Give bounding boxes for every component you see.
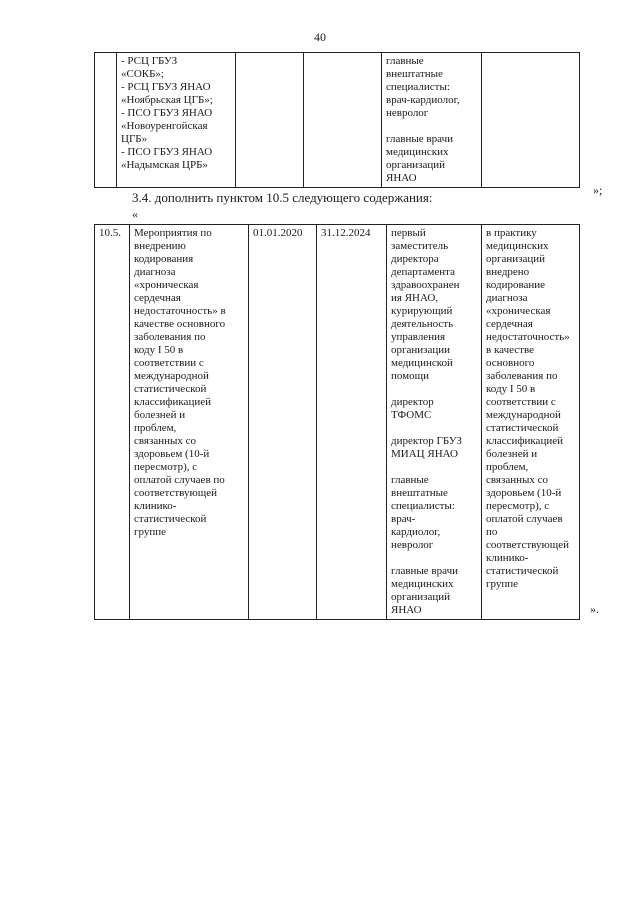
text-line: недостаточность» bbox=[486, 331, 570, 343]
text-line: медицинских bbox=[386, 146, 449, 158]
text-line: «Новоуренгойская bbox=[121, 120, 208, 132]
cell-number: 10.5. bbox=[95, 225, 130, 620]
text-line: группе bbox=[134, 526, 167, 538]
text-line: коду I 50 в bbox=[134, 344, 184, 356]
text-line: классификацией bbox=[134, 396, 211, 408]
text-line: кодирования bbox=[134, 253, 194, 265]
text-line: клинико- bbox=[486, 552, 529, 564]
text-line: специалисты: bbox=[386, 81, 450, 93]
text-line: «СОКБ»; bbox=[121, 68, 164, 80]
text-line: ЯНАО bbox=[391, 604, 422, 616]
text-line: Мероприятия по bbox=[134, 227, 212, 239]
text-line: проблем, bbox=[134, 422, 177, 434]
text-line: сердечная bbox=[134, 292, 181, 304]
cell-empty bbox=[482, 53, 580, 188]
opening-quote: « bbox=[132, 207, 138, 221]
text-line: внештатные bbox=[386, 68, 443, 80]
text-line: связанных со bbox=[486, 474, 549, 486]
text-line: департамента bbox=[391, 266, 455, 278]
cell-responsible bbox=[382, 53, 482, 188]
text-line: статистической bbox=[134, 513, 207, 525]
text-line: МИАЦ ЯНАО bbox=[391, 448, 458, 460]
text-line: в практику bbox=[486, 227, 537, 239]
text-line: клинико- bbox=[134, 500, 177, 512]
text-line: диагноза bbox=[486, 292, 528, 304]
text-line: - ПСО ГБУЗ ЯНАО bbox=[121, 107, 213, 119]
text-line: здоровьем (10-й bbox=[134, 448, 210, 460]
text-line: первый bbox=[391, 227, 426, 239]
closing-quote: ». bbox=[590, 602, 599, 616]
text-line: врач-кардиолог, bbox=[386, 94, 460, 106]
section-heading: 3.4. дополнить пунктом 10.5 следующего содержания: bbox=[132, 190, 433, 205]
text-line: организаций bbox=[386, 159, 446, 171]
cell-empty bbox=[236, 53, 304, 188]
responsible-tfoms bbox=[391, 396, 477, 422]
text-line: группе bbox=[486, 578, 519, 590]
text-line: ЦГБ» bbox=[121, 133, 148, 145]
responsible-miac bbox=[391, 435, 477, 461]
text-line: «Ноябрьская ЦГБ»; bbox=[121, 94, 213, 106]
text-line: международной bbox=[134, 370, 209, 382]
text-line: кардиолог, bbox=[391, 526, 441, 538]
text-line: классификацией bbox=[486, 435, 563, 447]
page-number: 40 bbox=[314, 30, 326, 44]
text-line: статистической bbox=[486, 422, 559, 434]
text-line: коду I 50 в bbox=[486, 383, 536, 395]
text-line: врач- bbox=[391, 513, 416, 525]
text-line: «Надымская ЦРБ» bbox=[121, 159, 208, 171]
text-line: директор ГБУЗ bbox=[391, 435, 462, 447]
text-line: медицинских bbox=[391, 578, 454, 590]
responsible-head-doctors bbox=[386, 133, 477, 185]
text-line: соответствующей bbox=[134, 487, 217, 499]
text-line: оплатой случаев по bbox=[134, 474, 225, 486]
text-line: главные врачи bbox=[391, 565, 458, 577]
responsible-specialists bbox=[386, 55, 477, 120]
text-line: невролог bbox=[391, 539, 434, 551]
text-line: медицинской bbox=[391, 357, 453, 369]
text-line: заболевания по bbox=[486, 370, 558, 382]
text-line: - РСЦ ГБУЗ bbox=[121, 55, 178, 67]
cell-activity bbox=[130, 225, 249, 620]
text-line: специалисты: bbox=[391, 500, 455, 512]
responsible-head-doctors bbox=[391, 565, 477, 617]
text-line: статистической bbox=[134, 383, 207, 395]
text-line: по bbox=[486, 526, 498, 538]
text-line: - РСЦ ГБУЗ ЯНАО bbox=[121, 81, 211, 93]
text-line: управления bbox=[391, 331, 446, 343]
result-text bbox=[486, 227, 575, 591]
cell-empty bbox=[304, 53, 382, 188]
table-row bbox=[95, 53, 580, 188]
text-line: недостаточность» в bbox=[134, 305, 226, 317]
text-line: невролог bbox=[386, 107, 429, 119]
text-line: заболевания по bbox=[134, 331, 206, 343]
cell-empty bbox=[95, 53, 117, 188]
text-line: сердечная bbox=[486, 318, 533, 330]
text-line: здоровьем (10-й bbox=[486, 487, 562, 499]
cell-start-date: 01.01.2020 bbox=[249, 225, 317, 620]
text-line: директор bbox=[391, 396, 434, 408]
text-line: статистической bbox=[486, 565, 559, 577]
text-line: ия ЯНАО, bbox=[391, 292, 439, 304]
responsible-specialists bbox=[391, 474, 477, 552]
text-line: соответствующей bbox=[486, 539, 569, 551]
text-line: проблем, bbox=[486, 461, 529, 473]
text-line: организаций bbox=[391, 591, 451, 603]
responsible-deputy-director bbox=[391, 227, 477, 383]
cell-organizations bbox=[117, 53, 236, 188]
text-line: соответствии с bbox=[134, 357, 204, 369]
cell-responsible bbox=[387, 225, 482, 620]
text-line: ТФОМС bbox=[391, 409, 432, 421]
text-line: диагноза bbox=[134, 266, 176, 278]
text-line: главные врачи bbox=[386, 133, 453, 145]
text-line: заместитель bbox=[391, 240, 449, 252]
text-line: организаций bbox=[486, 253, 546, 265]
activity-text bbox=[134, 227, 244, 539]
text-line: главные bbox=[386, 55, 424, 67]
text-line: организации bbox=[391, 344, 451, 356]
text-line: пересмотр), с bbox=[134, 461, 198, 473]
text-line: внедрено bbox=[486, 266, 530, 278]
text-line: качестве основного bbox=[134, 318, 226, 330]
text-line: ЯНАО bbox=[386, 172, 417, 184]
text-line: внештатные bbox=[391, 487, 448, 499]
cell-result bbox=[482, 225, 580, 620]
text-line: помощи bbox=[391, 370, 429, 382]
text-line: связанных со bbox=[134, 435, 197, 447]
text-line: оплатой случаев bbox=[486, 513, 563, 525]
text-line: «хроническая bbox=[486, 305, 551, 317]
text-line: курирующий bbox=[391, 305, 453, 317]
table-continuation bbox=[94, 52, 580, 188]
text-line: международной bbox=[486, 409, 561, 421]
text-line: медицинских bbox=[486, 240, 549, 252]
cell-end-date: 31.12.2024 bbox=[317, 225, 387, 620]
text-line: основного bbox=[486, 357, 535, 369]
table-item-10-5 bbox=[94, 224, 580, 620]
text-line: внедрению bbox=[134, 240, 186, 252]
text-line: пересмотр), с bbox=[486, 500, 550, 512]
text-line: главные bbox=[391, 474, 429, 486]
text-line: в качестве bbox=[486, 344, 534, 356]
text-line: деятельность bbox=[391, 318, 454, 330]
organizations-list bbox=[121, 55, 231, 172]
text-line: соответствии с bbox=[486, 396, 556, 408]
text-line: болезней и bbox=[134, 409, 186, 421]
text-line: директора bbox=[391, 253, 439, 265]
text-line: «хроническая bbox=[134, 279, 199, 291]
table-row bbox=[95, 225, 580, 620]
text-line: болезней и bbox=[486, 448, 538, 460]
closing-quote: »; bbox=[593, 183, 603, 197]
text-line: здравоохранен bbox=[391, 279, 460, 291]
text-line: кодирование bbox=[486, 279, 546, 291]
text-line: - ПСО ГБУЗ ЯНАО bbox=[121, 146, 213, 158]
